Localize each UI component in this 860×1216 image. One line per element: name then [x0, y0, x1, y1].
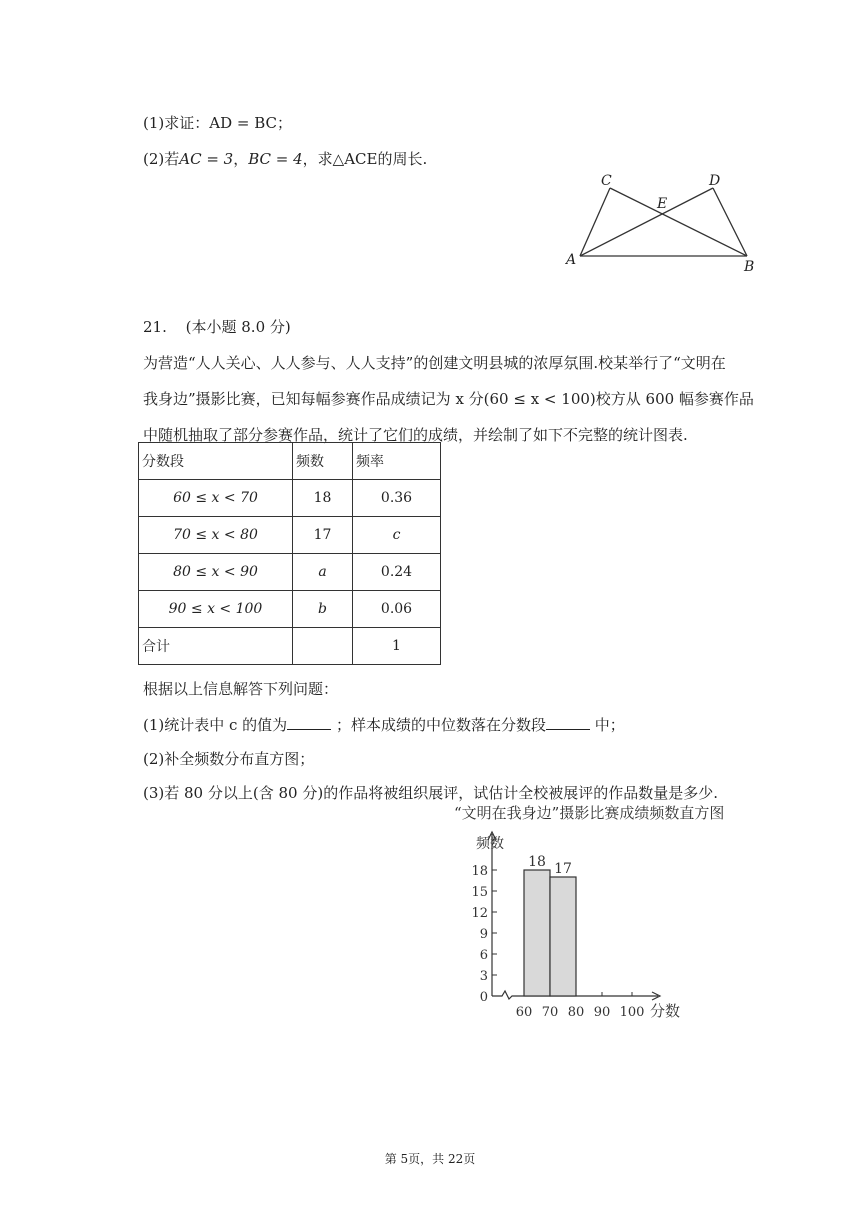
- header-cell: 频数: [293, 443, 353, 480]
- segment-db: [713, 188, 747, 256]
- point-d-label: D: [709, 173, 721, 189]
- table-row: [139, 628, 441, 665]
- q21-header: [143, 316, 291, 337]
- y-tick-label: 15: [471, 885, 488, 900]
- q20-ac: AC = 3: [179, 150, 234, 168]
- segment-cb: [610, 188, 747, 256]
- stats-table: [138, 442, 441, 665]
- table-cell: 60 ≤ x < 70: [139, 480, 293, 517]
- q21-sub2: (2)补全频数分布直方图；: [143, 750, 315, 768]
- x-tick-label: 100: [619, 1005, 645, 1020]
- q20-part2: [143, 148, 427, 169]
- q21-sub1-b: ；样本成绩的中位数落在分数段: [335, 716, 546, 734]
- q21-number: 21.: [143, 318, 167, 336]
- point-c-label: C: [601, 173, 612, 189]
- point-b-label: B: [744, 259, 755, 275]
- point-a-label: A: [566, 252, 577, 268]
- table-row: [139, 517, 441, 554]
- answer-blank-median: [546, 715, 590, 730]
- x-tick-label: 90: [593, 1005, 611, 1020]
- y-tick-label: 3: [479, 969, 488, 984]
- table-cell: 0.24: [353, 554, 441, 591]
- y-tick-label: 12: [471, 906, 488, 921]
- y-tick-label: 6: [479, 948, 488, 963]
- table-cell: 70 ≤ x < 80: [139, 517, 293, 554]
- table-row: [139, 554, 441, 591]
- table-cell: [293, 628, 353, 665]
- y-axis-label: 频数: [476, 836, 504, 852]
- q20-part2-post: ，求△ACE的周长.: [302, 150, 428, 168]
- table-cell: 80 ≤ x < 90: [139, 554, 293, 591]
- segment-ad: [580, 188, 713, 256]
- geometry-figure: [560, 168, 770, 278]
- histogram-bar: [524, 870, 550, 996]
- bar-value-label: 17: [554, 861, 572, 877]
- q21-prompt: 根据以上信息解答下列问题：: [143, 680, 339, 698]
- table-cell: a: [293, 554, 353, 591]
- table-cell: 1: [353, 628, 441, 665]
- point-e-label: E: [657, 196, 668, 212]
- chart-title: “文明在我身边”摄影比赛成绩频数直方图: [454, 804, 725, 822]
- table-cell: 0.06: [353, 591, 441, 628]
- q20-part1: (1)求证：AD = BC；: [143, 114, 292, 132]
- x-tick-label: 80: [567, 1005, 585, 1020]
- histogram-chart: [440, 800, 760, 1025]
- table-cell: 合计: [139, 628, 293, 665]
- table-header-row: [139, 443, 441, 480]
- q21-sub1-c: 中；: [594, 716, 625, 734]
- x-tick-label: 70: [541, 1005, 559, 1020]
- segment-ac: [580, 188, 610, 256]
- table-cell: 18: [293, 480, 353, 517]
- y-tick-label: 18: [471, 864, 488, 879]
- q20-bc: BC = 4: [248, 150, 303, 168]
- table-cell: 17: [293, 517, 353, 554]
- header-cell: 频率: [353, 443, 441, 480]
- q21-sub3: (3)若 80 分以上(含 80 分)的作品将被组织展评，试估计全校被展评的作品数量是多少.: [143, 784, 718, 802]
- y-tick-label: 0: [479, 990, 488, 1005]
- table-row: [139, 480, 441, 517]
- header-cell: 分数段: [139, 443, 293, 480]
- q21-sub1: [143, 714, 625, 735]
- bar-value-label: 18: [528, 854, 546, 870]
- table-cell: 90 ≤ x < 100: [139, 591, 293, 628]
- table-cell: b: [293, 591, 353, 628]
- q21-intro-line2: 我身边”摄影比赛，已知每幅参赛作品成绩记为 x 分(60 ≤ x < 100)校方从 600 幅参赛作品: [143, 390, 754, 408]
- q20-sep: ，: [233, 150, 249, 168]
- table-row: [139, 591, 441, 628]
- y-tick-label: 9: [479, 927, 488, 942]
- x-axis-label: 分数: [650, 1002, 681, 1020]
- q20-part2-pre: (2)若: [143, 150, 180, 168]
- histogram-bar: [550, 877, 576, 996]
- page-footer: 第 5页，共 22页: [384, 1152, 476, 1166]
- answer-blank-c: [287, 715, 331, 730]
- q21-sub1-a: (1)统计表中 c 的值为: [143, 716, 288, 734]
- q21-intro-line3: 中随机抽取了部分参赛作品，统计了它们的成绩，并绘制了如下不完整的统计图表.: [143, 426, 688, 444]
- table-cell: 0.36: [353, 480, 441, 517]
- x-tick-label: 60: [515, 1005, 533, 1020]
- q21-intro-line1: 为营造“人人关心、人人参与、人人支持”的创建文明县城的浓厚氛围.校某举行了“文明在: [143, 354, 726, 372]
- table-cell: c: [353, 517, 441, 554]
- q21-score: (本小题 8.0 分): [185, 318, 291, 336]
